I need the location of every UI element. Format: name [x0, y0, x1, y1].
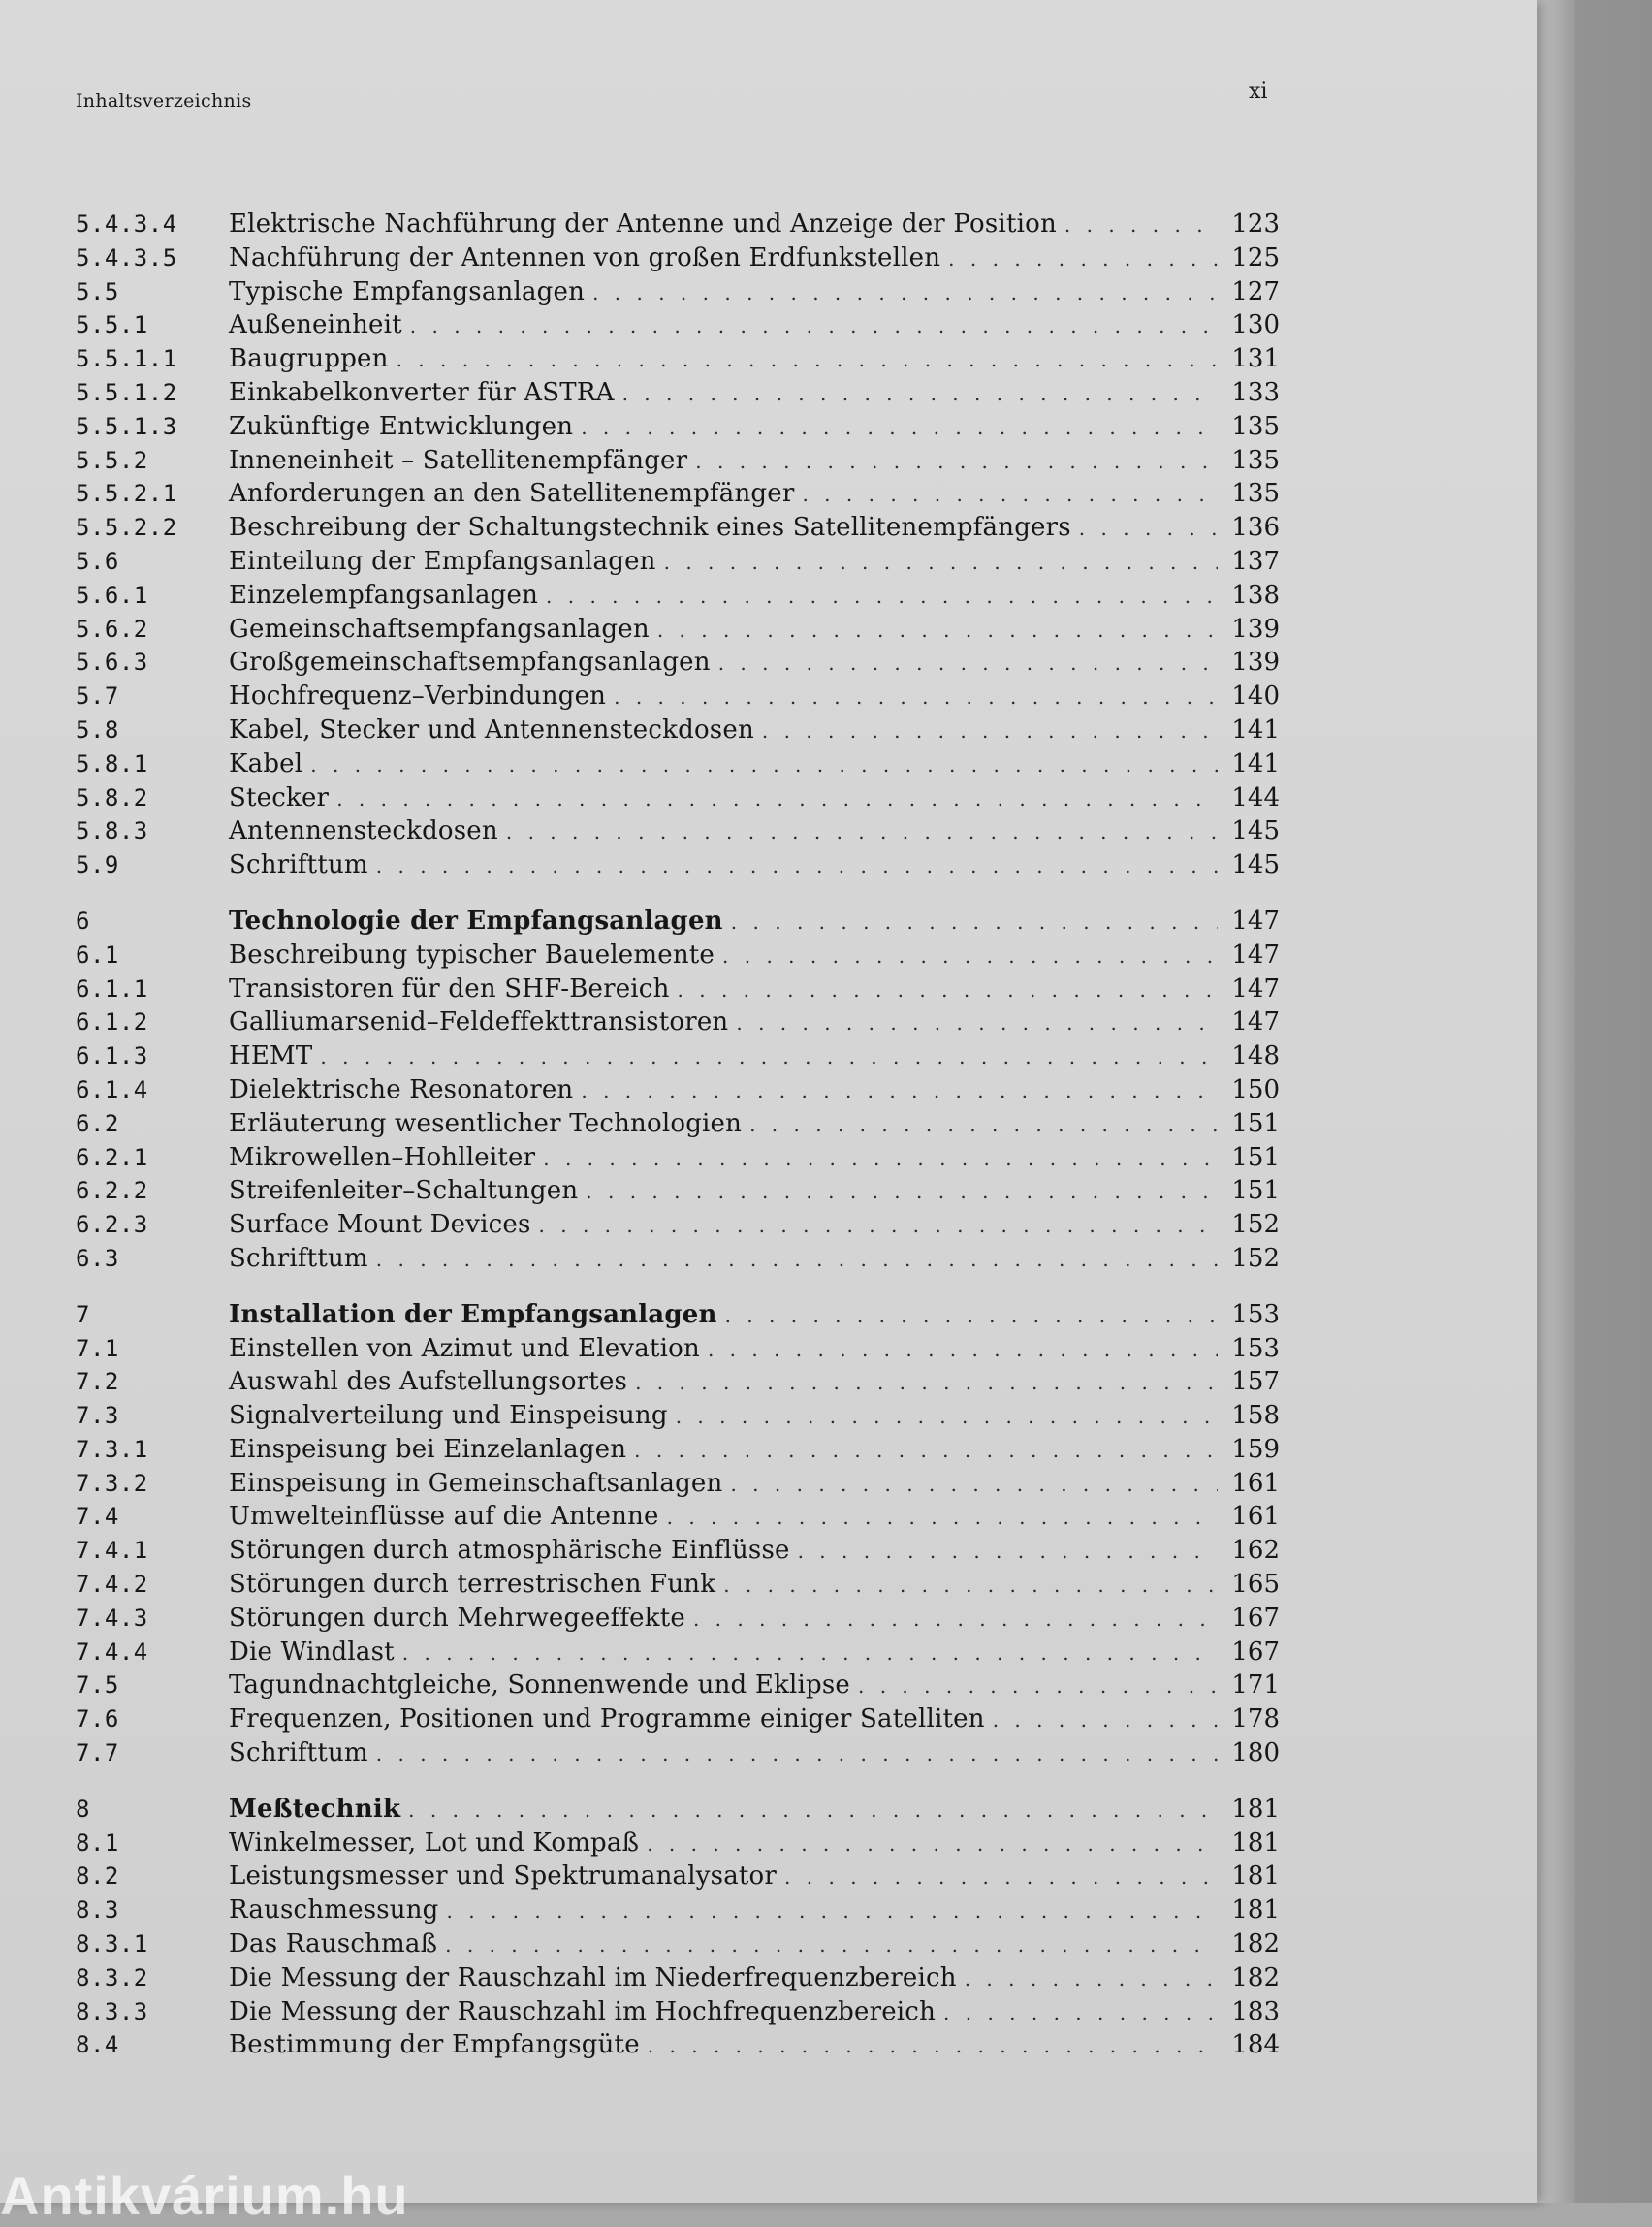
toc-section-title: Bestimmung der Empfangsgüte — [229, 2030, 640, 2060]
toc-page-number: 181 — [1231, 1828, 1280, 1858]
toc-section-title: Umwelteinflüsse auf die Antenne — [229, 1502, 659, 1532]
toc-section-number: 5.7 — [76, 683, 119, 711]
toc-section-title: Dielektrische Resonatoren — [229, 1074, 574, 1104]
toc-page-number: 181 — [1231, 1794, 1280, 1824]
toc-dot-leader — [993, 1703, 1218, 1737]
toc-page-number: 148 — [1231, 1041, 1280, 1071]
toc-page-number: 182 — [1231, 1929, 1280, 1959]
toc-dot-leader — [858, 1670, 1218, 1703]
toc-dot-leader — [722, 939, 1218, 973]
toc-section-title: Installation der Empfangsanlagen — [229, 1299, 717, 1329]
toc-section-number: 6.1 — [76, 940, 119, 969]
toc-section-title: Die Messung der Rauschzahl im Hochfrequenzbereich — [229, 1996, 937, 2026]
toc-section-number: 7.4.3 — [76, 1604, 148, 1632]
toc-row — [76, 1365, 1280, 1399]
toc-dot-leader — [723, 1569, 1218, 1603]
toc-section-number: 6.3 — [76, 1244, 119, 1272]
toc-row — [76, 939, 1280, 972]
toc-section-title: Technologie der Empfangsanlagen — [229, 906, 723, 936]
toc-dot-leader — [506, 815, 1218, 849]
toc-page-number: 144 — [1231, 782, 1280, 812]
toc-dot-leader — [695, 445, 1218, 479]
toc-section-title: Einkabelkonverter für ASTRA — [229, 377, 615, 407]
toc-page-number: 137 — [1231, 546, 1280, 576]
toc-dot-leader — [798, 1535, 1218, 1569]
toc-section-title: Galliumarsenid–Feldeffekttransistoren — [229, 1007, 729, 1037]
toc-section-title: Surface Mount Devices — [229, 1210, 531, 1240]
toc-section-number: 6.1.2 — [76, 1008, 148, 1036]
toc-section-title: Schrifttum — [229, 1243, 368, 1273]
toc-dot-leader — [376, 1737, 1218, 1771]
toc-page-number: 152 — [1231, 1243, 1280, 1273]
toc-row — [76, 646, 1280, 680]
toc-page-number: 140 — [1231, 682, 1280, 712]
toc-section-number: 7.2 — [76, 1368, 119, 1396]
toc-section-title: Rauschmessung — [229, 1895, 439, 1925]
toc-section-title: Einteilung der Empfangsanlagen — [229, 546, 656, 576]
toc-section-number: 8.3.1 — [76, 1930, 148, 1958]
toc-row — [76, 545, 1280, 579]
toc-section-title: Nachführung der Antennen von großen Erdfunkstellen — [229, 242, 941, 272]
toc-dot-leader — [1064, 208, 1218, 242]
toc-section-title: Einspeisung bei Einzelanlagen — [229, 1434, 627, 1464]
toc-dot-leader — [693, 1603, 1218, 1637]
toc-page-number: 131 — [1231, 344, 1280, 374]
toc-section-title: Schrifttum — [229, 1738, 368, 1768]
toc-section-number: 6.2.2 — [76, 1177, 148, 1205]
toc-section-title: Baugruppen — [229, 344, 389, 374]
book-page-edge — [1537, 0, 1575, 2203]
toc-page-number: 161 — [1231, 1468, 1280, 1498]
toc-page-number: 167 — [1231, 1603, 1280, 1633]
toc-row — [76, 579, 1280, 613]
toc-section-title: Die Messung der Rauschzahl im Niederfrequenzbereich — [229, 1962, 957, 1992]
toc-page-number: 135 — [1231, 411, 1280, 441]
toc-row — [76, 1500, 1280, 1534]
toc-section-title: Frequenzen, Positionen und Programme einiger Satelliten — [229, 1704, 985, 1734]
toc-page-number: 133 — [1231, 377, 1280, 407]
toc-section-title: HEMT — [229, 1041, 313, 1071]
toc-dot-leader — [965, 1962, 1218, 1996]
toc-dot-leader — [749, 1108, 1218, 1142]
toc-section-title: Antennensteckdosen — [229, 816, 498, 846]
toc-chapter-row — [76, 1793, 1280, 1827]
toc-page-number: 153 — [1231, 1299, 1280, 1329]
toc-section-number: 7.3 — [76, 1402, 119, 1430]
toc-section-title: Hochfrequenz–Verbindungen — [229, 682, 607, 712]
toc-section-title: Tagundnachtgleiche, Sonnenwende und Eklipse — [229, 1670, 850, 1701]
toc-dot-leader — [581, 1074, 1218, 1108]
toc-page-number: 151 — [1231, 1142, 1280, 1172]
table-of-contents — [76, 207, 1280, 2062]
toc-page-number: 162 — [1231, 1536, 1280, 1566]
toc-page-number: 147 — [1231, 906, 1280, 936]
toc-page-number: 181 — [1231, 1895, 1280, 1925]
toc-dot-leader — [592, 276, 1218, 310]
toc-row — [76, 714, 1280, 748]
toc-section-title: Einzelempfangsanlagen — [229, 580, 539, 610]
toc-page-number: 184 — [1231, 2030, 1280, 2060]
toc-row — [76, 477, 1280, 511]
toc-dot-leader — [648, 2029, 1218, 2063]
toc-section-title: Außeneinheit — [229, 310, 402, 340]
toc-row — [76, 848, 1280, 882]
toc-section-title: Störungen durch atmosphärische Einflüsse — [229, 1536, 790, 1566]
toc-page-number: 151 — [1231, 1176, 1280, 1206]
toc-section-title: Zukünftige Entwicklungen — [229, 411, 574, 441]
toc-page-number: 151 — [1231, 1108, 1280, 1138]
toc-page-number: 153 — [1231, 1333, 1280, 1363]
toc-page-number: 161 — [1231, 1502, 1280, 1532]
toc-page-number: 182 — [1231, 1962, 1280, 1992]
toc-section-number: 5.6 — [76, 547, 119, 575]
toc-section-title: Gemeinschaftsempfangsanlagen — [229, 614, 650, 644]
toc-dot-leader — [376, 1243, 1218, 1277]
toc-section-title: Kabel, Stecker und Antennensteckdosen — [229, 715, 754, 745]
toc-page-number: 152 — [1231, 1210, 1280, 1240]
toc-dot-leader — [397, 343, 1218, 377]
toc-dot-leader — [647, 1828, 1218, 1861]
toc-page-number: 138 — [1231, 580, 1280, 610]
toc-page-number: 178 — [1231, 1704, 1280, 1734]
toc-dot-leader — [634, 1434, 1218, 1468]
toc-page-number: 167 — [1231, 1637, 1280, 1667]
toc-dot-leader — [614, 681, 1218, 715]
toc-dot-leader — [543, 1142, 1218, 1176]
toc-section-title: Leistungsmesser und Spektrumanalysator — [229, 1861, 778, 1892]
toc-row — [76, 1433, 1280, 1467]
toc-page-number: 147 — [1231, 973, 1280, 1003]
toc-section-title: Erläuterung wesentlicher Technologien — [229, 1108, 743, 1138]
toc-dot-leader — [410, 309, 1218, 343]
toc-section-title: Einstellen von Azimut und Elevation — [229, 1333, 700, 1363]
toc-row — [76, 1107, 1280, 1141]
toc-section-number: 7.7 — [76, 1739, 119, 1767]
toc-section-number: 7 — [76, 1300, 90, 1328]
toc-section-title: Elektrische Nachführung der Antenne und Anzeige der Position — [229, 209, 1057, 239]
toc-dot-leader — [402, 1637, 1218, 1670]
toc-section-title: Die Windlast — [229, 1637, 395, 1667]
toc-row — [76, 511, 1280, 545]
toc-dot-leader — [762, 715, 1218, 748]
toc-page-number: 139 — [1231, 614, 1280, 644]
toc-row — [76, 1961, 1280, 1995]
toc-section-title: Beschreibung typischer Bauelemente — [229, 939, 715, 970]
toc-section-number: 7.4.2 — [76, 1571, 148, 1599]
toc-row — [76, 444, 1280, 478]
toc-dot-leader — [943, 1996, 1218, 2030]
toc-dot-leader — [539, 1209, 1218, 1243]
toc-page-number: 183 — [1231, 1996, 1280, 2026]
toc-page-number: 145 — [1231, 850, 1280, 880]
watermark-logo: Antikvárium.hu — [0, 2165, 409, 2226]
toc-page-number: 125 — [1231, 242, 1280, 272]
toc-section-number: 8.3 — [76, 1896, 119, 1925]
toc-row — [76, 1995, 1280, 2029]
toc-section-title: Das Rauschmaß — [229, 1929, 438, 1959]
toc-row — [76, 1636, 1280, 1670]
toc-page-number: 141 — [1231, 715, 1280, 745]
toc-section-title: Mikrowellen–Hohlleiter — [229, 1142, 536, 1172]
toc-section-number: 7.3.1 — [76, 1435, 148, 1463]
toc-dot-leader — [310, 748, 1218, 782]
toc-row — [76, 680, 1280, 714]
toc-dot-leader — [445, 1928, 1218, 1962]
toc-section-number: 7.3.2 — [76, 1469, 148, 1497]
toc-section-number: 7.6 — [76, 1705, 119, 1734]
toc-row — [76, 1208, 1280, 1242]
toc-section-number: 5.8.2 — [76, 783, 148, 811]
toc-page-number: 147 — [1231, 1007, 1280, 1037]
toc-row — [76, 1669, 1280, 1702]
toc-row — [76, 2028, 1280, 2062]
toc-dot-leader — [447, 1894, 1218, 1928]
toc-section-number: 5.6.2 — [76, 615, 148, 643]
toc-section-title: Schrifttum — [229, 850, 368, 880]
toc-section-number: 5.5.2.2 — [76, 514, 177, 542]
toc-row — [76, 1927, 1280, 1961]
toc-section-title: Auswahl des Aufstellungsortes — [229, 1367, 628, 1397]
toc-section-number: 7.4.4 — [76, 1638, 148, 1666]
toc-row — [76, 1467, 1280, 1501]
toc-page-number: 159 — [1231, 1434, 1280, 1464]
toc-dot-leader — [376, 849, 1218, 883]
toc-row — [76, 1005, 1280, 1039]
toc-dot-leader — [802, 478, 1218, 512]
toc-page-number: 181 — [1231, 1861, 1280, 1892]
toc-dot-leader — [736, 1006, 1218, 1040]
toc-dot-leader — [664, 546, 1218, 580]
toc-dot-leader — [731, 906, 1218, 939]
toc-section-number: 8.2 — [76, 1862, 119, 1891]
toc-section-number: 8.1 — [76, 1829, 119, 1857]
page-number: xi — [1249, 80, 1268, 104]
toc-page-number: 180 — [1231, 1738, 1280, 1768]
toc-page-number: 165 — [1231, 1570, 1280, 1600]
toc-row — [76, 410, 1280, 444]
toc-section-number: 8.3.2 — [76, 1963, 148, 1991]
toc-page-number: 127 — [1231, 276, 1280, 306]
toc-section-number: 7.1 — [76, 1334, 119, 1362]
toc-row — [76, 1602, 1280, 1636]
toc-section-title: Einspeisung in Gemeinschaftsanlagen — [229, 1468, 723, 1498]
toc-dot-leader — [1079, 512, 1218, 546]
toc-section-title: Streifenleiter–Schaltungen — [229, 1176, 579, 1206]
toc-section-title: Störungen durch Mehrwegeeffekte — [229, 1603, 685, 1633]
toc-row — [76, 1534, 1280, 1568]
toc-section-number: 5.9 — [76, 851, 119, 879]
toc-section-title: Störungen durch terrestrischen Funk — [229, 1570, 716, 1600]
toc-row — [76, 1039, 1280, 1073]
toc-dot-leader — [336, 782, 1218, 816]
toc-dot-leader — [676, 1400, 1218, 1434]
toc-row — [76, 814, 1280, 848]
toc-dot-leader — [667, 1501, 1218, 1535]
toc-page-number: 136 — [1231, 513, 1280, 543]
toc-dot-leader — [408, 1794, 1218, 1828]
toc-section-number: 5.4.3.4 — [76, 210, 177, 238]
toc-section-number: 8.3.3 — [76, 1997, 148, 2025]
toc-section-number: 6.1.4 — [76, 1075, 148, 1103]
toc-row — [76, 1174, 1280, 1208]
toc-dot-leader — [784, 1861, 1218, 1894]
toc-section-number: 7.5 — [76, 1671, 119, 1700]
toc-section-number: 5.5.1.1 — [76, 345, 177, 373]
toc-section-number: 6 — [76, 907, 90, 935]
toc-page-number: 139 — [1231, 648, 1280, 678]
toc-section-title: Kabel — [229, 748, 303, 779]
toc-section-number: 5.6.1 — [76, 581, 148, 609]
toc-dot-leader — [730, 1468, 1218, 1502]
toc-page-number: 123 — [1231, 209, 1280, 239]
toc-page-number: 135 — [1231, 479, 1280, 509]
toc-section-number: 5.5.1.2 — [76, 378, 177, 406]
toc-section-title: Winkelmesser, Lot und Kompaß — [229, 1828, 640, 1858]
toc-page-number: 135 — [1231, 445, 1280, 475]
toc-section-number: 7.4 — [76, 1503, 119, 1531]
toc-row — [76, 342, 1280, 376]
toc-section-title: Stecker — [229, 782, 330, 812]
toc-row — [76, 1736, 1280, 1770]
toc-chapter-row — [76, 1298, 1280, 1332]
toc-row — [76, 1242, 1280, 1276]
toc-dot-leader — [320, 1040, 1218, 1074]
toc-section-number: 5.6.3 — [76, 649, 148, 677]
toc-dot-leader — [708, 1333, 1218, 1367]
toc-row — [76, 748, 1280, 781]
toc-section-title: Meßtechnik — [229, 1794, 401, 1824]
toc-page-number: 141 — [1231, 748, 1280, 779]
toc-page-number: 150 — [1231, 1074, 1280, 1104]
toc-dot-leader — [678, 973, 1218, 1007]
toc-section-number: 5.5.1.3 — [76, 412, 177, 440]
toc-page-number: 145 — [1231, 816, 1280, 846]
toc-row — [76, 1827, 1280, 1861]
toc-section-number: 5.8.1 — [76, 749, 148, 778]
toc-row — [76, 207, 1280, 241]
toc-section-number: 6.2 — [76, 1109, 119, 1137]
toc-section-number: 8.4 — [76, 2031, 119, 2059]
toc-section-number: 6.2.3 — [76, 1211, 148, 1239]
toc-row — [76, 275, 1280, 309]
toc-dot-leader — [622, 377, 1218, 411]
toc-dot-leader — [948, 242, 1218, 276]
toc-row — [76, 1332, 1280, 1366]
toc-dot-leader — [581, 411, 1218, 445]
toc-row — [76, 1702, 1280, 1736]
running-head: Inhaltsverzeichnis — [76, 90, 252, 111]
toc-dot-leader — [586, 1175, 1218, 1209]
toc-row — [76, 1399, 1280, 1433]
toc-section-number: 5.5.2 — [76, 446, 148, 474]
toc-row — [76, 1073, 1280, 1107]
toc-dot-leader — [657, 614, 1218, 648]
toc-dot-leader — [718, 647, 1218, 681]
toc-section-number: 6.1.1 — [76, 974, 148, 1002]
toc-page-number: 171 — [1231, 1670, 1280, 1701]
toc-section-number: 7.4.1 — [76, 1537, 148, 1565]
toc-row — [76, 376, 1280, 410]
toc-section-number: 5.5 — [76, 277, 119, 305]
toc-section-number: 5.5.1 — [76, 311, 148, 339]
toc-section-title: Signalverteilung und Einspeisung — [229, 1401, 668, 1431]
toc-row — [76, 241, 1280, 275]
toc-section-number: 8 — [76, 1795, 90, 1823]
toc-section-number: 5.8.3 — [76, 817, 148, 845]
toc-section-title: Typische Empfangsanlagen — [229, 276, 586, 306]
toc-section-title: Transistoren für den SHF-Bereich — [229, 973, 670, 1003]
toc-section-title: Anforderungen an den Satellitenempfänger — [229, 479, 795, 509]
toc-chapter-row — [76, 905, 1280, 939]
toc-row — [76, 1860, 1280, 1893]
toc-page-number: 130 — [1231, 310, 1280, 340]
toc-row — [76, 781, 1280, 815]
toc-page-number: 158 — [1231, 1401, 1280, 1431]
toc-section-number: 6.2.1 — [76, 1143, 148, 1171]
toc-dot-leader — [546, 580, 1218, 614]
toc-row — [76, 1568, 1280, 1602]
toc-row — [76, 972, 1280, 1006]
toc-section-title: Inneneinheit – Satellitenempfänger — [229, 445, 688, 475]
toc-dot-leader — [725, 1299, 1218, 1333]
toc-dot-leader — [635, 1366, 1218, 1400]
toc-section-number: 5.8 — [76, 716, 119, 744]
toc-row — [76, 308, 1280, 342]
toc-section-title: Beschreibung der Schaltungstechnik eines Satellitenempfängers — [229, 513, 1071, 543]
toc-section-title: Großgemeinschaftsempfangsanlagen — [229, 648, 711, 678]
toc-section-number: 5.4.3.5 — [76, 243, 177, 271]
toc-section-number: 6.1.3 — [76, 1042, 148, 1070]
toc-row — [76, 1893, 1280, 1927]
toc-page-number: 157 — [1231, 1367, 1280, 1397]
toc-page-number: 147 — [1231, 939, 1280, 970]
toc-row — [76, 613, 1280, 647]
toc-section-number: 5.5.2.1 — [76, 480, 177, 508]
toc-row — [76, 1141, 1280, 1175]
